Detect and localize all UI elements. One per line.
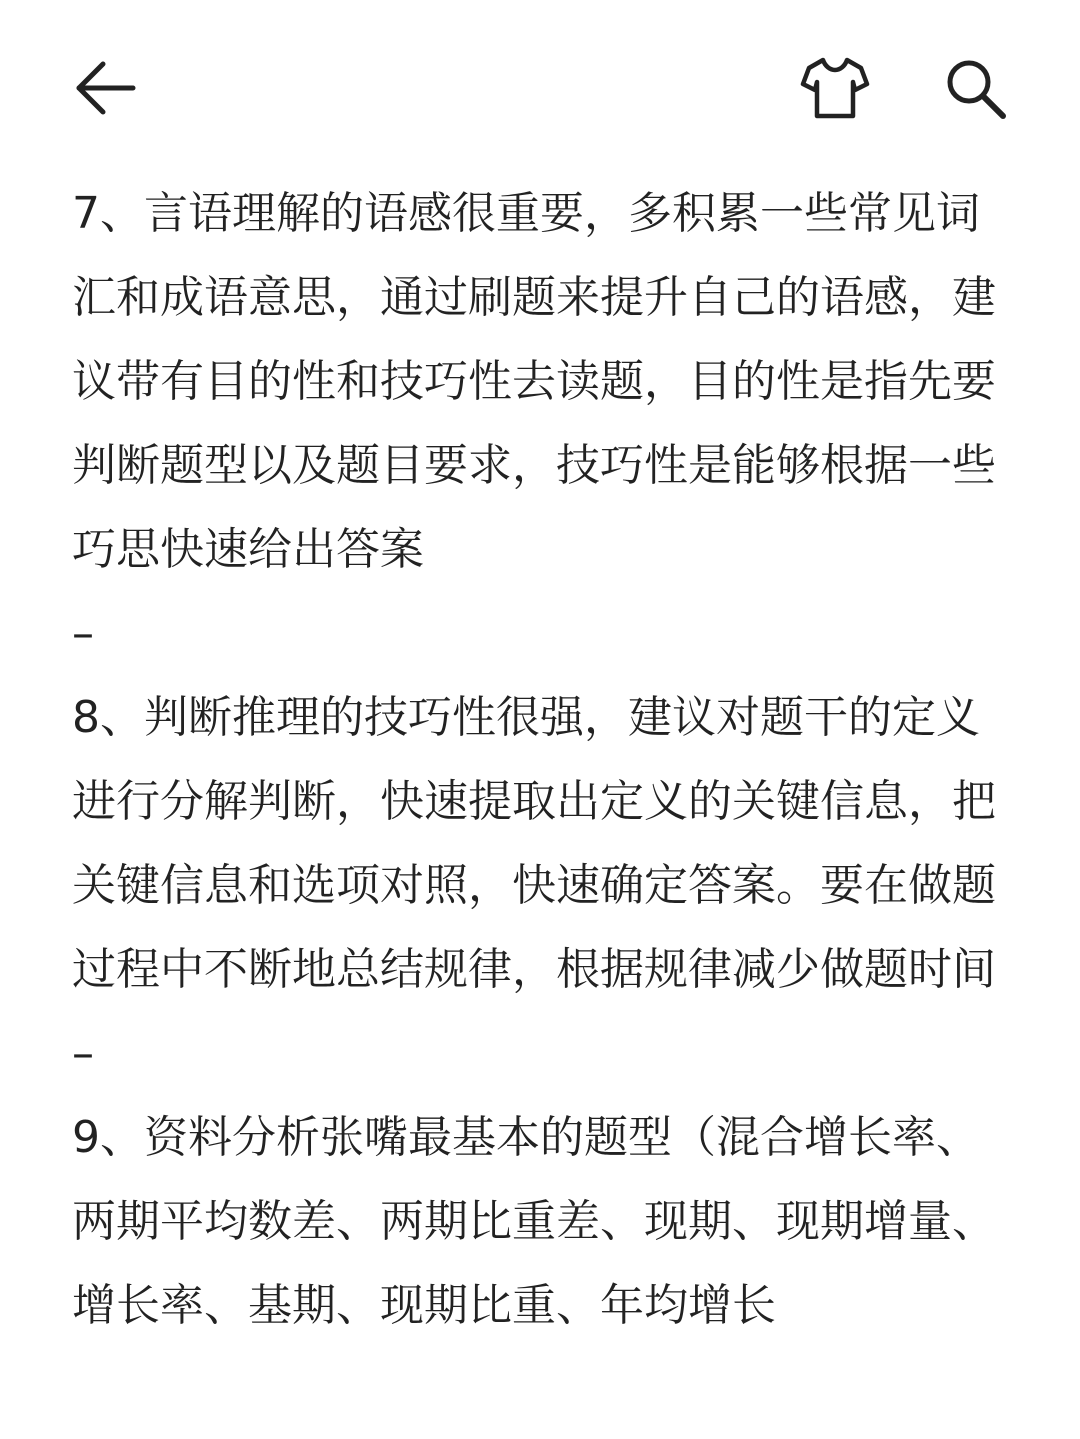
arrow-left-icon xyxy=(73,56,137,124)
top-navigation-bar xyxy=(0,0,1080,170)
article-content xyxy=(72,172,1012,1348)
search-icon xyxy=(939,52,1011,128)
separator: – xyxy=(72,608,94,659)
paragraph-9: 9、资料分析张嘴最基本的题型（混合增长率、两期平均数差、两期比重差、现期、现期增量、增长率、基期、现期比重、年均增长 xyxy=(72,1112,996,1331)
back-button[interactable] xyxy=(60,45,150,135)
separator: – xyxy=(72,1028,94,1079)
theme-button[interactable] xyxy=(790,45,880,135)
tshirt-icon xyxy=(799,52,871,128)
paragraph-8: 8、判断推理的技巧性很强，建议对题干的定义进行分解判断，快速提取出定义的关键信息，把关键信息和选项对照，快速确定答案。要在做题过程中不断地总结规律，根据规律减少做题时间 xyxy=(72,692,996,995)
search-button[interactable] xyxy=(930,45,1020,135)
paragraph-7: 7、言语理解的语感很重要，多积累一些常见词汇和成语意思，通过刷题来提升自己的语感，建议带有目的性和技巧性去读题，目的性是指先要判断题型以及题目要求，技巧性是能够根据一些巧思快速给出答案 xyxy=(72,188,996,575)
